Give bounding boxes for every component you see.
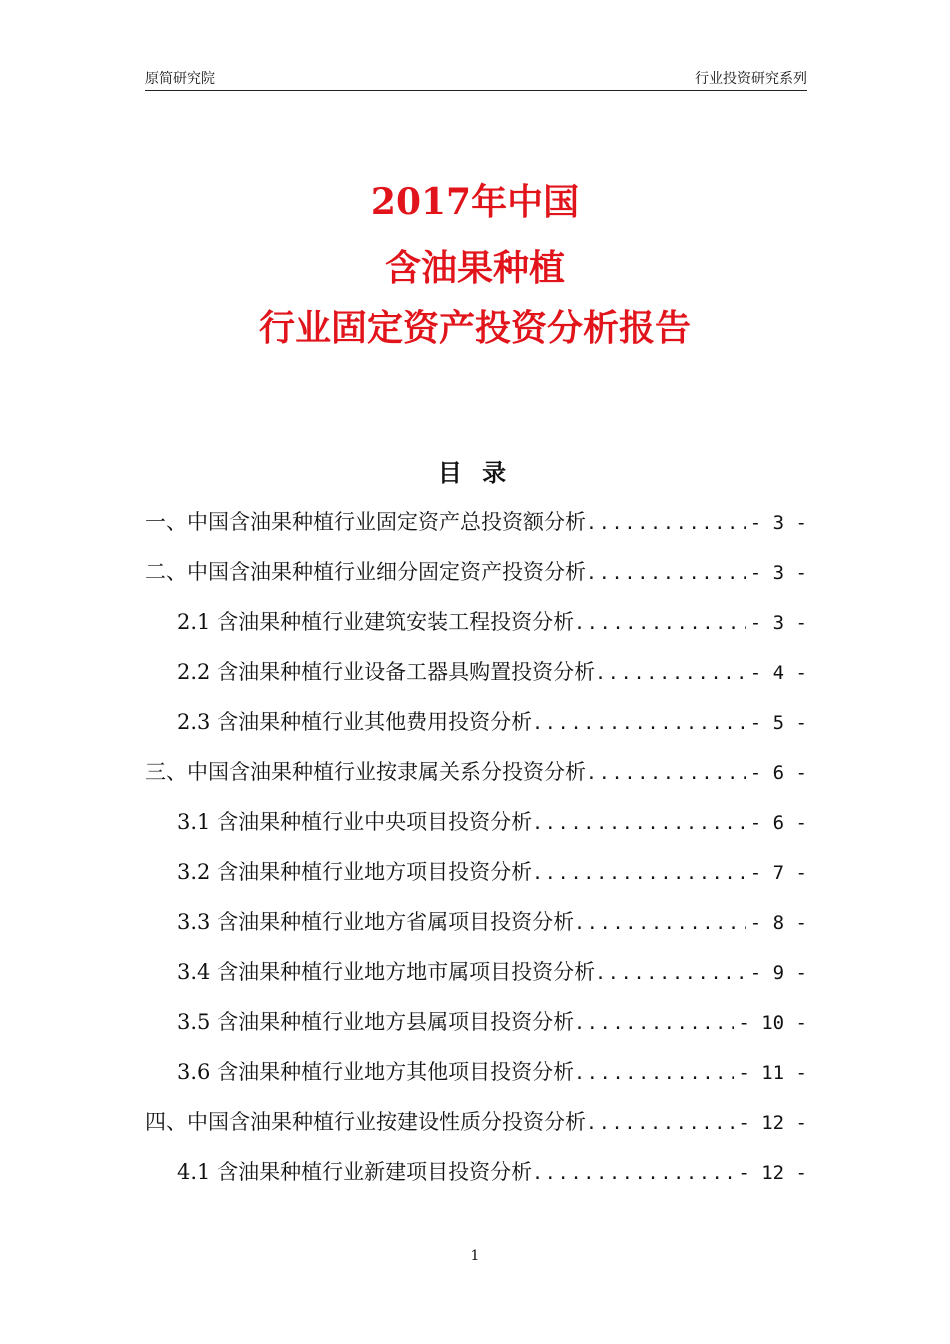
toc-leader-dots (532, 713, 746, 734)
toc-entry-page: - 6 - (749, 812, 807, 834)
toc-entry-label: 3.5 含油果种植行业地方县属项目投资分析 (177, 1010, 575, 1034)
header-org-name: 原简研究院 (145, 71, 215, 87)
toc-leader-dots (574, 1063, 734, 1084)
toc-leader-dots (532, 1163, 734, 1184)
toc-entry-label: 3.4 含油果种植行业地方地市属项目投资分析 (177, 960, 596, 984)
page-number: 1 (470, 1248, 480, 1264)
report-title-line-3: 行业固定资产投资分析报告 (258, 307, 691, 349)
toc-entry-label: 3.6 含油果种植行业地方其他项目投资分析 (177, 1060, 575, 1084)
toc-entry-label: 4.1 含油果种植行业新建项目投资分析 (177, 1160, 533, 1184)
toc-entry-page: - 3 - (749, 612, 807, 634)
page-header (145, 66, 807, 91)
toc-entry-label: 2.3 含油果种植行业其他费用投资分析 (177, 710, 533, 734)
toc-entry-page: - 12 - (738, 1162, 807, 1184)
toc-leader-dots (586, 563, 746, 584)
toc-entry-label: 三、中国含油果种植行业按隶属关系分投资分析 (145, 760, 586, 784)
toc-entry-label: 四、中国含油果种植行业按建设性质分投资分析 (145, 1110, 586, 1134)
toc-leader-dots (586, 763, 746, 784)
toc-entry[interactable] (177, 1006, 807, 1038)
toc-entry[interactable] (177, 1056, 807, 1088)
toc-leader-dots (586, 1113, 734, 1134)
toc-entry[interactable] (177, 656, 807, 688)
toc-entry-page: - 3 - (749, 512, 807, 534)
toc-entry[interactable] (145, 756, 807, 788)
toc-entry[interactable] (177, 606, 807, 638)
toc-entry[interactable] (177, 856, 807, 888)
toc-entry[interactable] (145, 1106, 807, 1138)
toc-entry-page: - 4 - (749, 662, 807, 684)
toc-entry[interactable] (177, 956, 807, 988)
toc-leader-dots (595, 663, 746, 684)
toc-entry-page: - 11 - (738, 1062, 807, 1084)
toc-entry[interactable] (145, 556, 807, 588)
toc-entry[interactable] (177, 806, 807, 838)
toc-leader-dots (532, 863, 746, 884)
toc-entry-label: 2.1 含油果种植行业建筑安装工程投资分析 (177, 610, 575, 634)
toc-entry-label: 二、中国含油果种植行业细分固定资产投资分析 (145, 560, 586, 584)
toc-entry-page: - 5 - (749, 712, 807, 734)
toc-entry-page: - 10 - (738, 1012, 807, 1034)
toc-entry-page: - 3 - (749, 562, 807, 584)
toc-entry-label: 3.1 含油果种植行业中央项目投资分析 (177, 810, 533, 834)
toc-leader-dots (595, 963, 746, 984)
toc-entry-label: 一、中国含油果种植行业固定资产总投资额分析 (145, 510, 586, 534)
report-title-line-2: 含油果种植 (384, 247, 565, 289)
toc-entry-page: - 9 - (749, 962, 807, 984)
toc-entry-label: 3.3 含油果种植行业地方省属项目投资分析 (177, 910, 575, 934)
toc-entry[interactable] (177, 1156, 807, 1188)
toc-entry-page: - 12 - (738, 1112, 807, 1134)
toc-leader-dots (574, 613, 746, 634)
toc-entry[interactable] (145, 506, 807, 538)
report-title-line-1: 2017年中国 (370, 181, 580, 223)
toc-leader-dots (574, 1013, 734, 1034)
toc-leader-dots (574, 913, 746, 934)
toc-entry-page: - 7 - (749, 862, 807, 884)
toc-leader-dots (586, 513, 746, 534)
toc-entry[interactable] (177, 906, 807, 938)
toc-heading: 目 录 (437, 459, 513, 487)
toc-entry[interactable] (177, 706, 807, 738)
toc-entry-page: - 6 - (749, 762, 807, 784)
toc-leader-dots (532, 813, 746, 834)
toc-entry-label: 3.2 含油果种植行业地方项目投资分析 (177, 860, 533, 884)
toc-entry-label: 2.2 含油果种植行业设备工器具购置投资分析 (177, 660, 596, 684)
toc-entry-page: - 8 - (749, 912, 807, 934)
header-series-name: 行业投资研究系列 (695, 71, 807, 87)
